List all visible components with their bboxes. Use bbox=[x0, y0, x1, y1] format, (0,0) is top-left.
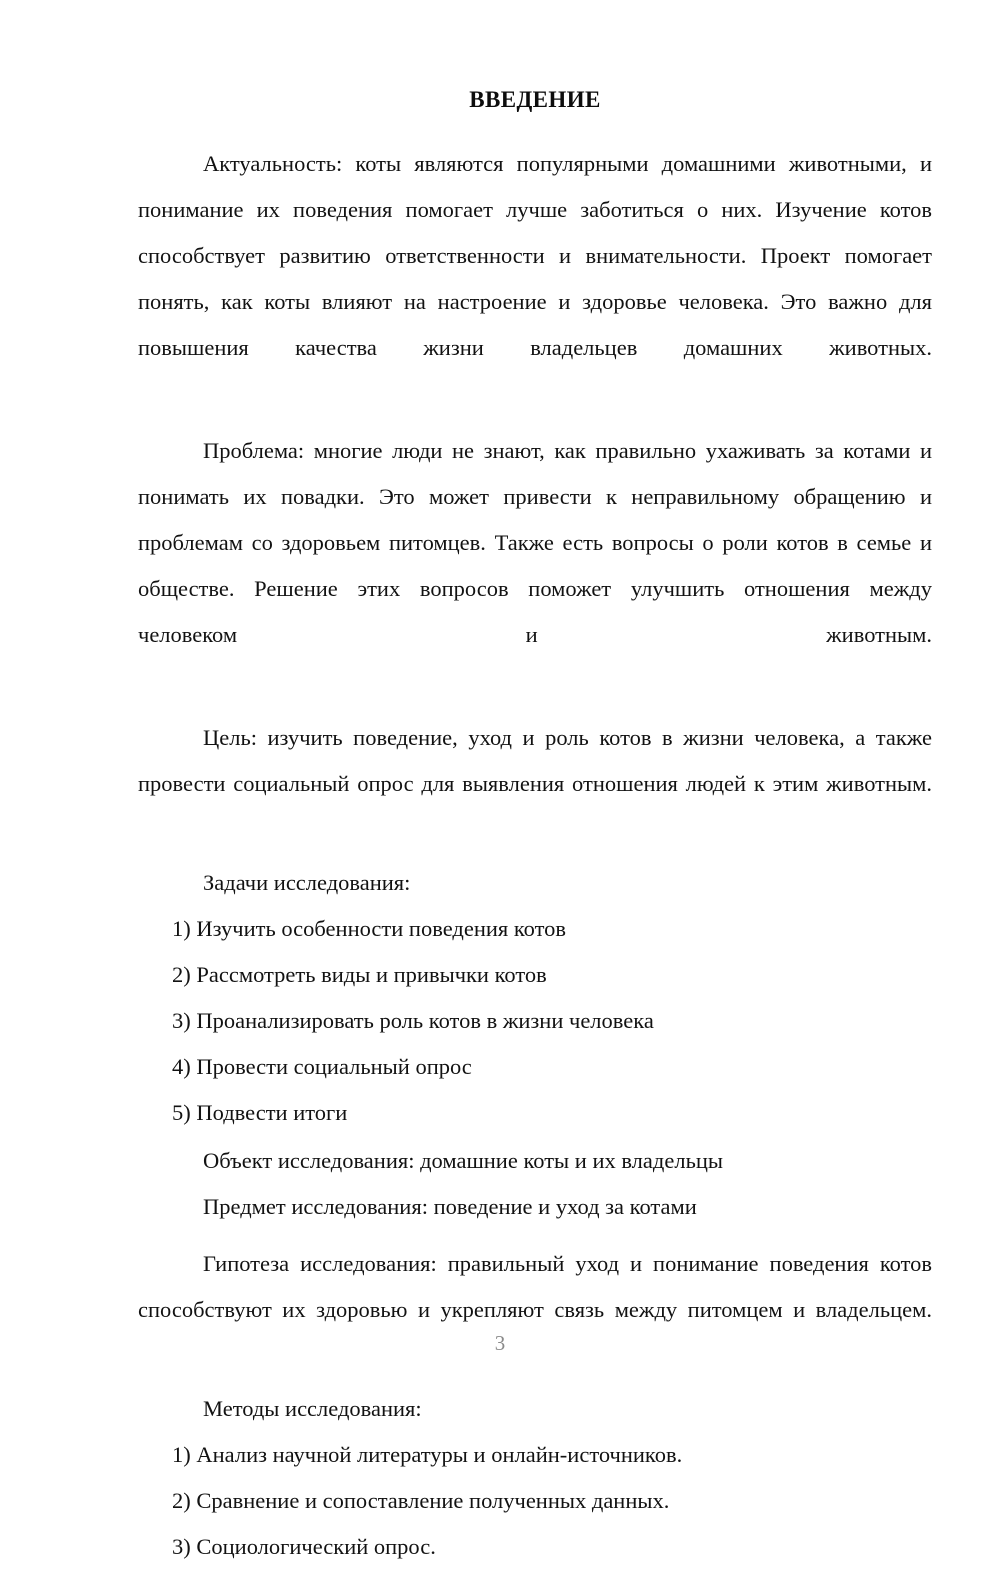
methods-list bbox=[138, 1432, 932, 1570]
list-item: 3) Проанализировать роль котов в жизни человека bbox=[172, 1007, 654, 1033]
research-object: Объект исследования: домашние коты и их владельцы bbox=[203, 1147, 723, 1173]
list-item: 1) Изучить особенности поведения котов bbox=[172, 915, 567, 941]
tasks-list bbox=[138, 906, 932, 1136]
paragraph-goal: Цель: изучить поведение, уход и роль котов в жизни человека, а также провести социальный опрос для выявления отношения людей к этим животным. bbox=[138, 724, 932, 796]
page-number: 3 bbox=[494, 1331, 506, 1355]
page-title: ВВЕДЕНИЕ bbox=[469, 87, 601, 112]
list-item: 2) Рассмотреть виды и привычки котов bbox=[172, 961, 547, 987]
list-item: 2) Сравнение и сопоставление полученных данных. bbox=[172, 1487, 670, 1513]
list-item: 5) Подвести итоги bbox=[172, 1099, 348, 1125]
list-item: 1) Анализ научной литературы и онлайн-источников. bbox=[172, 1441, 683, 1467]
paragraph-hypothesis: Гипотеза исследования: правильный уход и понимание поведения котов способствуют их здоровью и укрепляют связь между питомцем и владельцем. bbox=[138, 1250, 932, 1322]
research-subject: Предмет исследования: поведение и уход за котами bbox=[203, 1193, 697, 1219]
list-item: 4) Провести социальный опрос bbox=[172, 1053, 472, 1079]
list-item: 3) Социологический опрос. bbox=[172, 1533, 436, 1559]
tasks-label: Задачи исследования: bbox=[203, 869, 411, 895]
methods-label: Методы исследования: bbox=[203, 1395, 422, 1421]
paragraph-relevance: Актуальность: коты являются популярными домашними животными, и понимание их поведения помогает лучше заботиться о них. Изучение котов способствует развитию ответственности и внимательности. Проект помогает понять, как коты влияют на настроение и здоровье человека. Это важно для повышения качества жизни владельцев домашних животных. bbox=[138, 150, 932, 360]
paragraph-problem: Проблема: многие люди не знают, как правильно ухаживать за котами и понимать их повадки. Это может привести к неправильному обращению и проблемам со здоровьем питомцев. Также есть вопросы о роли котов в семье и обществе. Решение этих вопросов поможет улучшить отношения между человеком и животным. bbox=[138, 437, 932, 647]
